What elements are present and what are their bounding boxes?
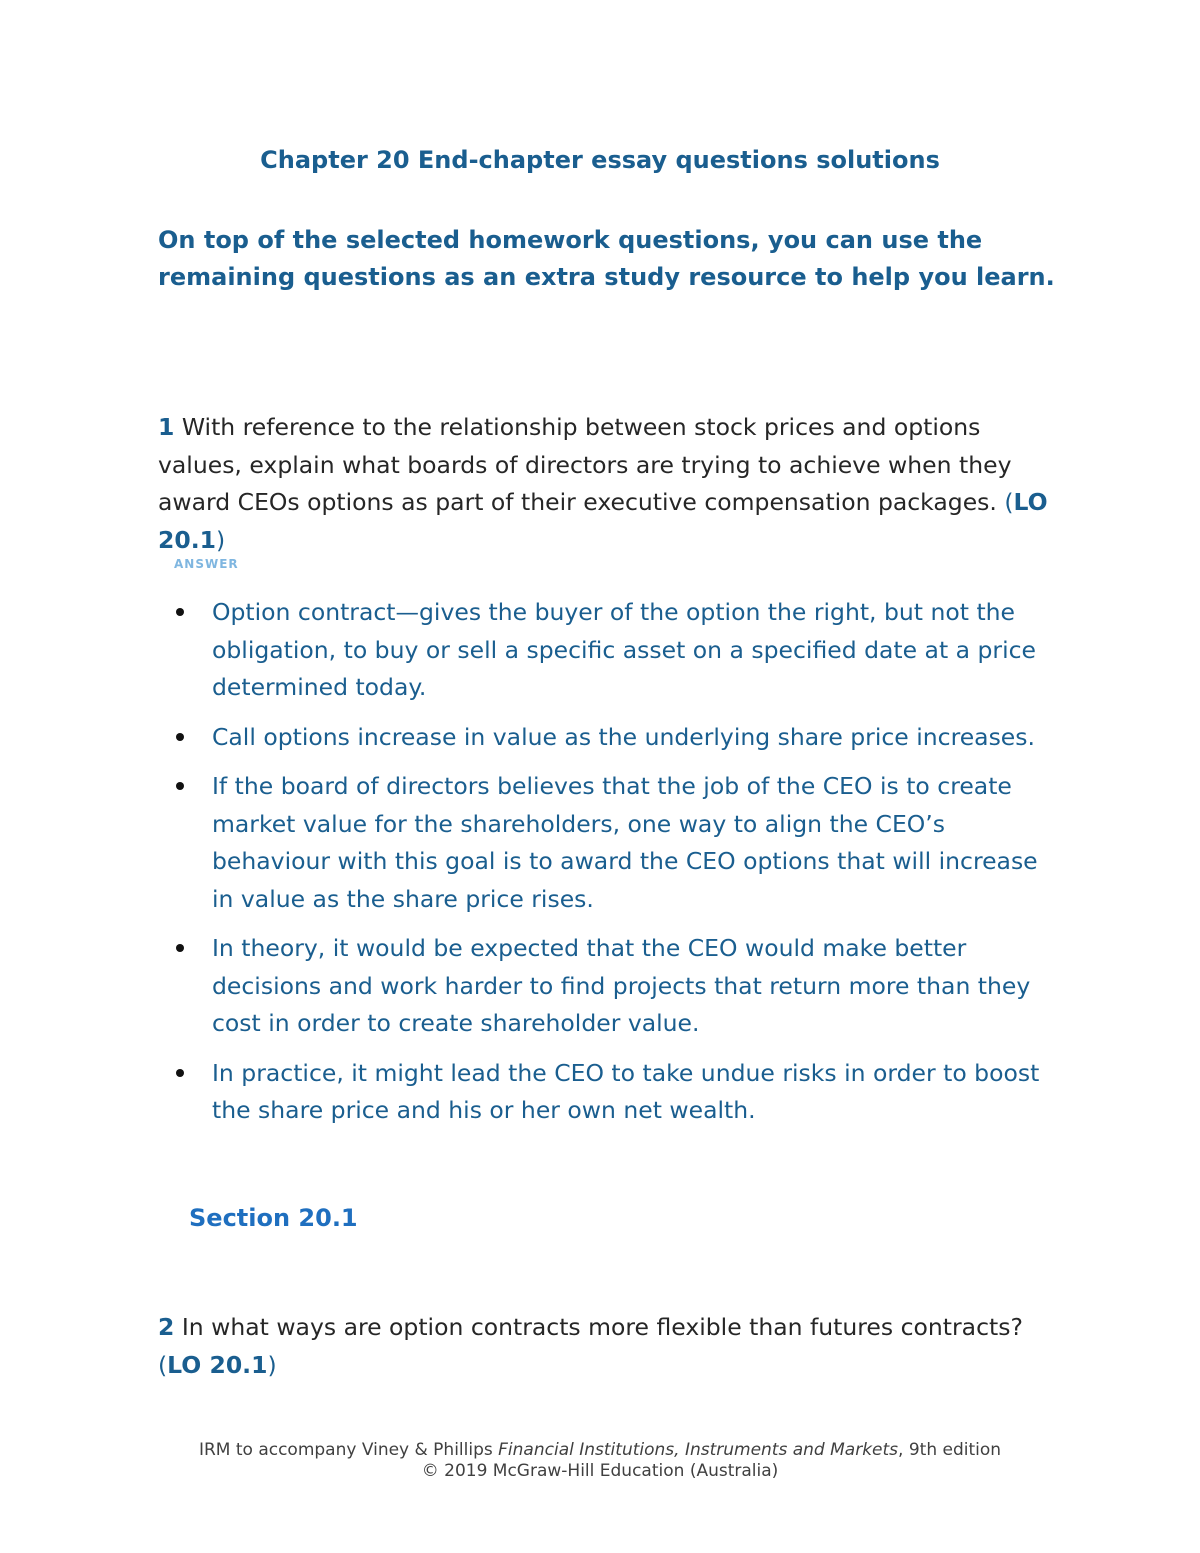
question-text: In what ways are option contracts more flexible than futures contracts? [174, 1313, 1023, 1341]
intro-text: On top of the selected homework questions, you can use the remaining questions as an extra study resource to help you learn. [158, 226, 1055, 291]
answer-list [158, 594, 1058, 1142]
answer-label: ANSWER [174, 557, 239, 571]
section-heading: Section 20.1 [189, 1204, 358, 1232]
footer-line-2: © 2019 McGraw-Hill Education (Australia) [421, 1461, 779, 1481]
footer-line-1: IRM to accompany Viney & Phillips Financial Institutions, Instruments and Markets, 9th edition [198, 1440, 1002, 1460]
page-footer [0, 1440, 1200, 1482]
question-number: 1 [158, 413, 175, 441]
learning-outcome: (LO 20.1) [158, 1350, 277, 1379]
question-1 [158, 409, 1058, 559]
list-item: In practice, it might lead the CEO to take undue risks in order to boost the share price and his or her own net wealth. [158, 1055, 1058, 1130]
question-number: 2 [158, 1313, 175, 1341]
page-title: Chapter 20 End-chapter essay questions solutions [260, 146, 940, 174]
question-2 [158, 1309, 1058, 1384]
question-text: With reference to the relationship between stock prices and options values, explain what boards of directors are trying to achieve when they award CEOs options as part of their executive compensation packages. [158, 413, 1012, 516]
list-item: In theory, it would be expected that the CEO would make better decisions and work harder to find projects that return more than they cost in order to create shareholder value. [158, 930, 1058, 1043]
list-item: If the board of directors believes that the job of the CEO is to create market value for the shareholders, one way to align the CEO’s behaviour with this goal is to award the CEO options that will increase in value as the share price rises. [158, 768, 1058, 918]
list-item: Option contract—gives the buyer of the option the right, but not the obligation, to buy or sell a specific asset on a specified date at a price determined today. [158, 594, 1058, 707]
learning-outcome: (LO 20.1) [158, 488, 1048, 554]
list-item: Call options increase in value as the underlying share price increases. [158, 719, 1058, 757]
